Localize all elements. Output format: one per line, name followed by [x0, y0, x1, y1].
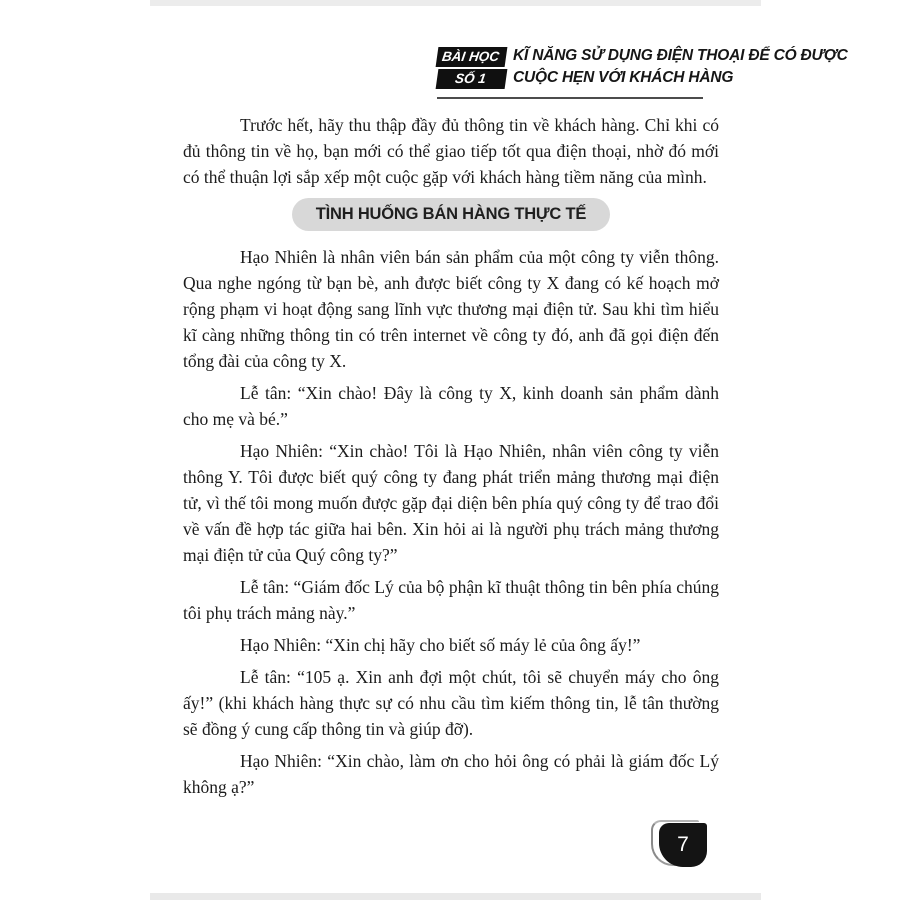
- page-bottom-edge: [150, 893, 761, 900]
- dialog-paragraph: Hạo Nhiên: “Xin chào! Tôi là Hạo Nhiên, nhân viên công ty viễn thông Y. Tôi được biết quý công ty đang phát triển mảng thương mại điện tử, vì thế tôi mong muốn được gặp đại diện bên phía quý công ty để trao đổi về vấn đề hợp tác giữa hai bên. Xin hỏi ai là người phụ trách mảng thương mại điện tử của Quý công ty?”: [183, 441, 719, 565]
- page-number: 7: [659, 823, 707, 867]
- lesson-number: SỐ 1: [436, 69, 508, 89]
- chapter-title: [513, 45, 848, 89]
- chapter-title-line2: CUỘC HẸN VỚI KHÁCH HÀNG: [513, 69, 734, 86]
- intro-paragraph: Trước hết, hãy thu thập đầy đủ thông tin về khách hàng. Chỉ khi có đủ thông tin về họ, bạn mới có thể giao tiếp tốt qua điện thoại, nhờ đó mới có thể thuận lợi sắp xếp một cuộc gặp với khách hàng tiềm năng của mình.: [183, 115, 719, 187]
- dialog-paragraph: Hạo Nhiên: “Xin chị hãy cho biết số máy lẻ của ông ấy!”: [240, 635, 641, 655]
- header-divider: [437, 97, 703, 99]
- page-body: [183, 112, 719, 806]
- lesson-label: BÀI HỌC: [436, 47, 508, 67]
- section-heading: TÌNH HUỐNG BÁN HÀNG THỰC TẾ: [292, 198, 610, 231]
- chapter-title-line1: KĨ NĂNG SỬ DỤNG ĐIỆN THOẠI ĐỂ CÓ ĐƯỢC: [513, 47, 848, 64]
- dialog-paragraph: Lễ tân: “Xin chào! Đây là công ty X, kinh doanh sản phẩm dành cho mẹ và bé.”: [183, 383, 719, 429]
- story-paragraph: Hạo Nhiên là nhân viên bán sản phẩm của một công ty viễn thông. Qua nghe ngóng từ bạn bè, anh được biết công ty X đang có kế hoạch mở rộng phạm vi hoạt động sang lĩnh vực thương mại điện tử. Sau khi tìm hiểu kĩ càng những thông tin có trên internet về công ty đó, anh đã gọi điện đến tổng đài của công ty X.: [183, 247, 719, 371]
- page-number-marker: [651, 818, 713, 870]
- dialog-paragraph: Lễ tân: “105 ạ. Xin anh đợi một chút, tôi sẽ chuyển máy cho ông ấy!” (khi khách hàng thực sự có nhu cầu tìm kiếm thông tin, lễ tân thường sẽ đồng ý cung cấp thông tin và giúp đỡ).: [183, 667, 719, 739]
- dialog-paragraph: Lễ tân: “Giám đốc Lý của bộ phận kĩ thuật thông tin bên phía chúng tôi phụ trách mảng này.”: [183, 577, 719, 623]
- page-top-edge: [150, 0, 761, 6]
- lesson-number-badge: [437, 45, 506, 89]
- dialog-paragraph: Hạo Nhiên: “Xin chào, làm ơn cho hỏi ông có phải là giám đốc Lý không ạ?”: [183, 751, 719, 797]
- running-header: [437, 45, 848, 89]
